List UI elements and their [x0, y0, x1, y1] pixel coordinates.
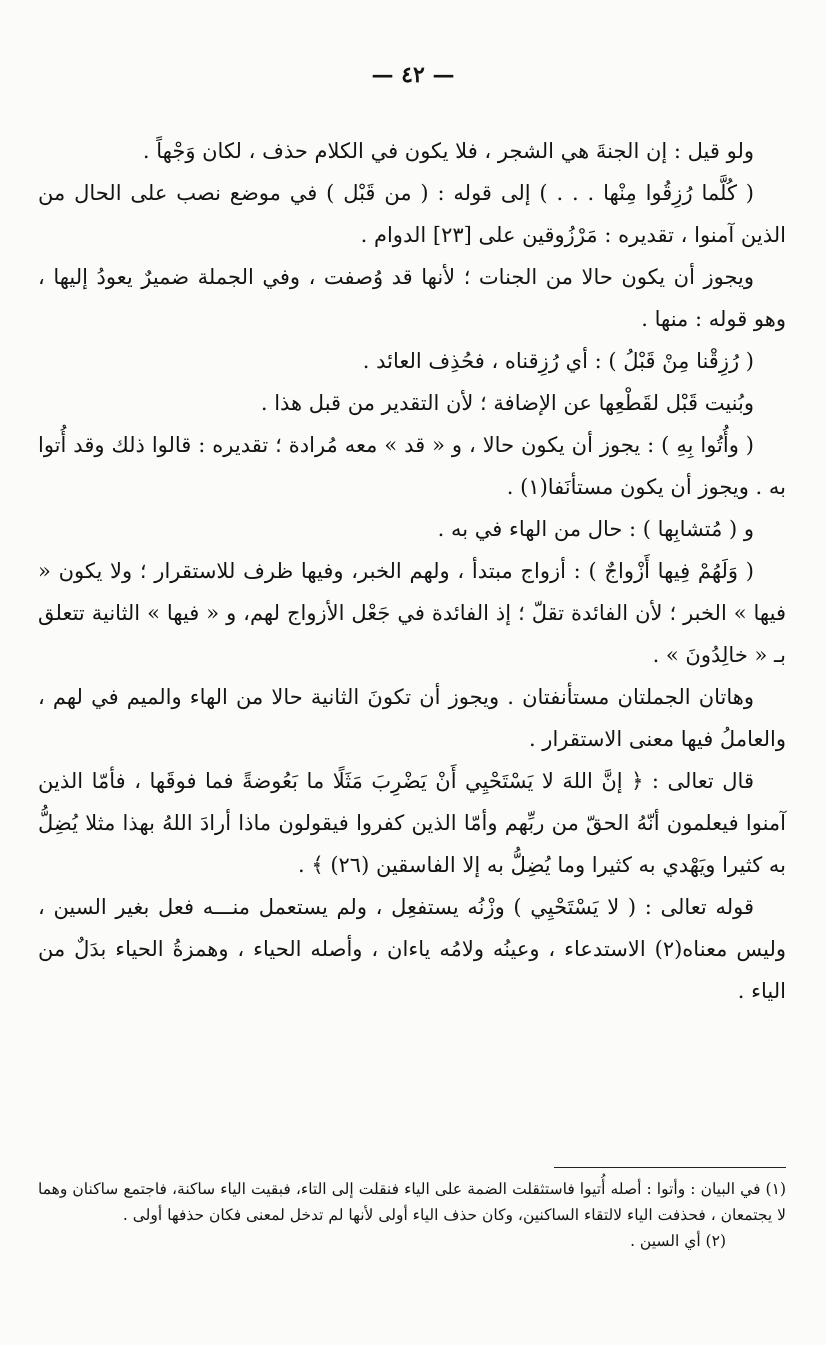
paragraph: ( كُلَّما رُزِقُوا مِنْها . . . ) إلى قوله : ( من قَبْل ) في موضع نصب على الحال من الذين آمنوا ، تقديره : مَرْزُوقين على [٢٣] الدوام . — [38, 181, 786, 247]
paragraph: ( وَلَهُمْ فِيها أَزْواجٌ ) : أزواج مبتدأ ، ولهم الخبر، وفيها ظرف للاستقرار ؛ ولا يكون « فيها » الخبر ؛ لأن الفائدة تقلّ ؛ إذ الفائدة في جَعْل الأزواج لهم، و « فيها » الثانية تتعلق بـ « خالِدُونَ » . — [38, 559, 786, 667]
paragraph: وهاتان الجملتان مستأنفتان . ويجوز أن تكونَ الثانية حالا من الهاء والميم في لهم ، والعاملُ فيها معنى الاستقرار . — [38, 685, 786, 751]
footnote-2 — [38, 1228, 786, 1254]
body-text — [38, 130, 786, 1012]
quran-verse-paragraph: قال تعالى : ﴿ إنَّ اللهَ لا يَسْتَحْيِي أَنْ يَضْرِبَ مَثَلًا ما بَعُوضةً فما فوقَها ، فأمّا الذين آمنوا فيعلمون أنّهُ الحقّ من ربِّهم وأمّا الذين كفروا فيقولون ماذا أرادَ اللهُ بهذا مثلا يُضِلُّ به كثيرا ويَهْدي به كثيرا وما يُضِلُّ به إلا الفاسقين (٢٦) ﴾ . — [38, 769, 786, 877]
paragraph: و ( مُتشابِها ) : حال من الهاء في به . — [437, 517, 754, 541]
paragraph: ( وأُتُوا بِهِ ) : يجوز أن يكون حالا ، و « قد » معه مُرادة ؛ تقديره : قالوا ذلك وقد أُتوا به . ويجوز أن يكون مستأنَفا(١) . — [38, 433, 786, 499]
paragraph: ولو قيل : إن الجنةَ هي الشجر ، فلا يكون في الكلام حذف ، لكان وَجْهاً . — [142, 139, 754, 163]
paragraph: قوله تعالى : ( لا يَسْتَحْيِي ) وزْنُه يستفعِل ، ولم يستعمل منـــه فعل بغير السين ، وليس معناه(٢) الاستدعاء ، وعينُه ولامُه ياءان ، وأصله الحياء ، وهمزةُ الحياء بدَلٌ من الياء . — [38, 895, 786, 1003]
paragraph: ( رُزِقْنا مِنْ قَبْلُ ) : أي رُزِقناه ، فحُذِف العائد . — [362, 349, 754, 373]
paragraph: وبُنيت قَبْل لقَطْعِها عن الإضافة ؛ لأن التقدير من قبل هذا . — [260, 391, 754, 415]
footnote-2-text: (٢) أي السين . — [630, 1232, 726, 1250]
paragraph: ويجوز أن يكون حالا من الجنات ؛ لأنها قد وُصفت ، وفي الجملة ضميرٌ يعودُ إليها ، وهو قوله : منها . — [38, 265, 786, 331]
footnotes — [38, 1176, 786, 1254]
page-number: — ٤٢ — — [371, 62, 455, 88]
footnote-1: (١) في البيان : وأتوا : أصله أُتيوا فاستثقلت الضمة على الياء فنقلت إلى التاء، فبقيت الياء ساكنة، فاجتمع ساكنان وهما لا يجتمعان ، فحذفت الياء لالتقاء الساكنين، وكان حذف الياء أولى لأنها لم تدخل لمعنى فكان حذفها أولى . — [38, 1180, 786, 1224]
footnote-divider — [554, 1167, 786, 1168]
